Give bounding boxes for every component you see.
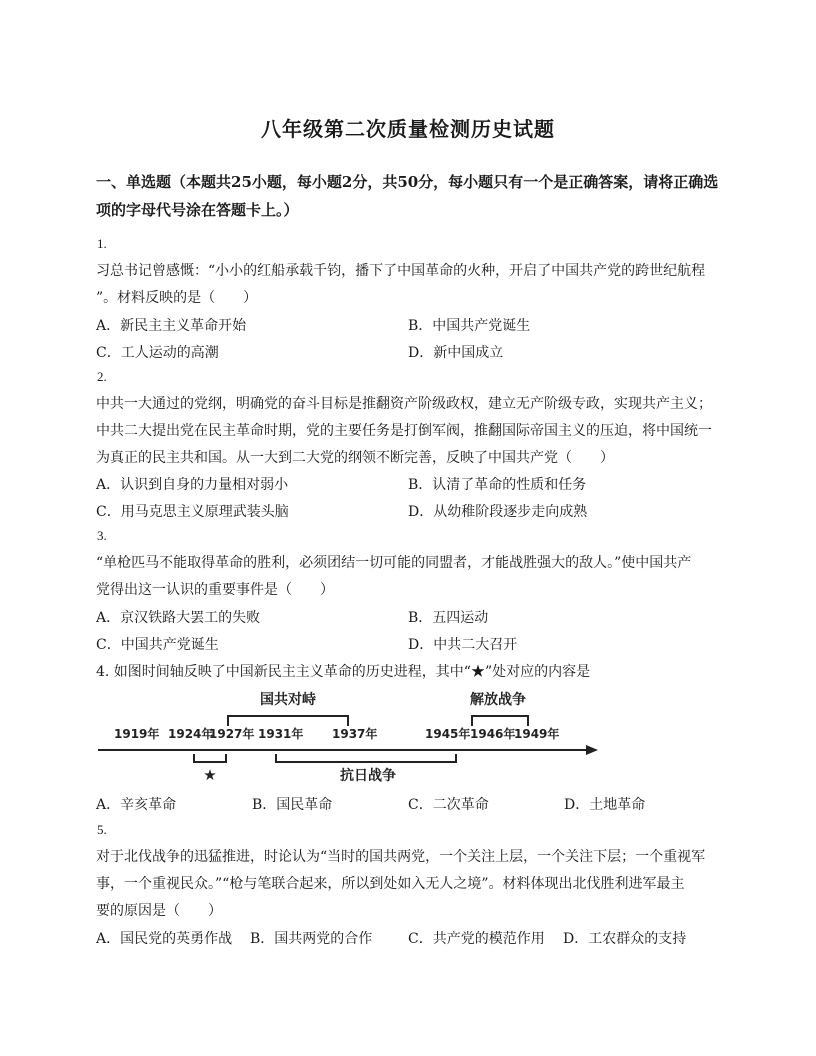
question-1-number: 1. [97, 236, 107, 251]
question-1-option-d[interactable]: D．新中国成立 [408, 345, 504, 361]
question-4-option-c[interactable]: C．二次革命 [408, 797, 489, 813]
bracket-liberation-war [472, 716, 528, 726]
section-heading: 一、单选题（本题共25小题，每小题2分，共50分，每小题只有一个是正确答案，请将正确选项的字母代号涂在答题卡上。） [96, 173, 719, 219]
question-4-option-b[interactable]: B．国民革命 [252, 797, 333, 813]
question-3-option-a[interactable]: A．京汉铁路大罢工的失败 [96, 610, 261, 626]
history-timeline-figure [96, 686, 606, 786]
question-3-option-d[interactable]: D．中共二大召开 [408, 637, 518, 653]
timeline-year-1927: 1927年 [209, 727, 255, 741]
question-1-option-b[interactable]: B．中国共产党诞生 [408, 318, 531, 334]
question-1-line-2: ”。材料反映的是（ ） [96, 290, 258, 306]
question-2-option-d[interactable]: D．从幼稚阶段逐步走向成熟 [408, 504, 588, 520]
question-3-option-b[interactable]: B．五四运动 [408, 610, 489, 626]
timeline-year-1937: 1937年 [332, 727, 378, 741]
timeline-year-1945: 1945年 [425, 727, 471, 741]
question-3-option-c[interactable]: C．中国共产党诞生 [96, 637, 219, 653]
question-4-option-d[interactable]: D．土地革命 [564, 797, 646, 813]
label-anti-japanese-war: 抗日战争 [340, 768, 396, 784]
question-5-option-b[interactable]: B．国共两党的合作 [250, 931, 373, 947]
timeline-year-1949: 1949年 [514, 727, 560, 741]
question-1-option-c[interactable]: C．工人运动的高潮 [96, 345, 219, 361]
question-4-option-a[interactable]: A．辛亥革命 [96, 797, 177, 813]
question-3-line-1: “单枪匹马不能取得革命的胜利，必须团结一切可能的同盟者，才能战胜强大的敌人。”使中国共产 [96, 555, 692, 571]
timeline-arrow-icon [586, 745, 598, 755]
question-2-line-3: 为真正的民主共和国。从一大到二大党的纲领不断完善，反映了中国共产党（ ） [96, 450, 614, 466]
bracket-kmt-cpc [228, 716, 348, 726]
question-2-number: 2. [97, 369, 107, 384]
question-5-option-a[interactable]: A．国民党的英勇作战 [96, 931, 233, 947]
timeline-year-1919: 1919年 [114, 727, 160, 741]
question-3-line-2: 党得出这一认识的重要事件是（ ） [96, 582, 334, 598]
question-2-option-a[interactable]: A．认识到自身的力量相对弱小 [96, 477, 289, 493]
question-1-line-1: 习总书记曾感慨：“小小的红船承载千钧，播下了中国革命的火种，开启了中国共产党的跨世纪航程 [96, 263, 706, 279]
question-2-line-2: 中共二大提出党在民主革命时期，党的主要任务是打倒军阀，推翻国际帝国主义的压迫，将中国统一 [96, 423, 712, 439]
question-2-option-c[interactable]: C．用马克思主义原理武装头脑 [96, 504, 289, 520]
timeline-year-1946: 1946年 [470, 727, 516, 741]
star-icon: ★ [203, 766, 217, 784]
question-4-stem: 4. 如图时间轴反映了中国新民主主义革命的历史进程，其中“★”处对应的内容是 [96, 664, 591, 680]
timeline-year-1924: 1924年 [168, 727, 214, 741]
page-title: 八年级第二次质量检测历史试题 [261, 117, 555, 141]
question-5-line-3: 要的原因是（ ） [96, 903, 222, 919]
question-1-option-a[interactable]: A．新民主主义革命开始 [96, 318, 247, 334]
question-3-number: 3. [97, 528, 107, 543]
bracket-star [194, 754, 226, 762]
bracket-anti-japanese-war [276, 754, 456, 762]
label-liberation-war: 解放战争 [470, 692, 526, 708]
question-5-number: 5. [97, 822, 107, 837]
question-5-option-d[interactable]: D．工农群众的支持 [563, 931, 687, 947]
timeline-year-1931: 1931年 [258, 727, 304, 741]
question-2-line-1: 中共一大通过的党纲，明确党的奋斗目标是推翻资产阶级政权，建立无产阶级专政，实现共产主义； [96, 396, 712, 412]
question-5-line-1: 对于北伐战争的迅猛推进，时论认为“当时的国共两党，一个关注上层，一个关注下层；一个重视军 [96, 849, 706, 865]
label-kmt-cpc-confrontation: 国共对峙 [260, 692, 316, 708]
question-5-option-c[interactable]: C．共产党的模范作用 [408, 931, 545, 947]
question-5-line-2: 事，一个重视民众。”“枪与笔联合起来，所以到处如入无人之境”。材料体现出北伐胜利进军最主 [96, 876, 685, 892]
question-2-option-b[interactable]: B．认清了革命的性质和任务 [408, 477, 587, 493]
